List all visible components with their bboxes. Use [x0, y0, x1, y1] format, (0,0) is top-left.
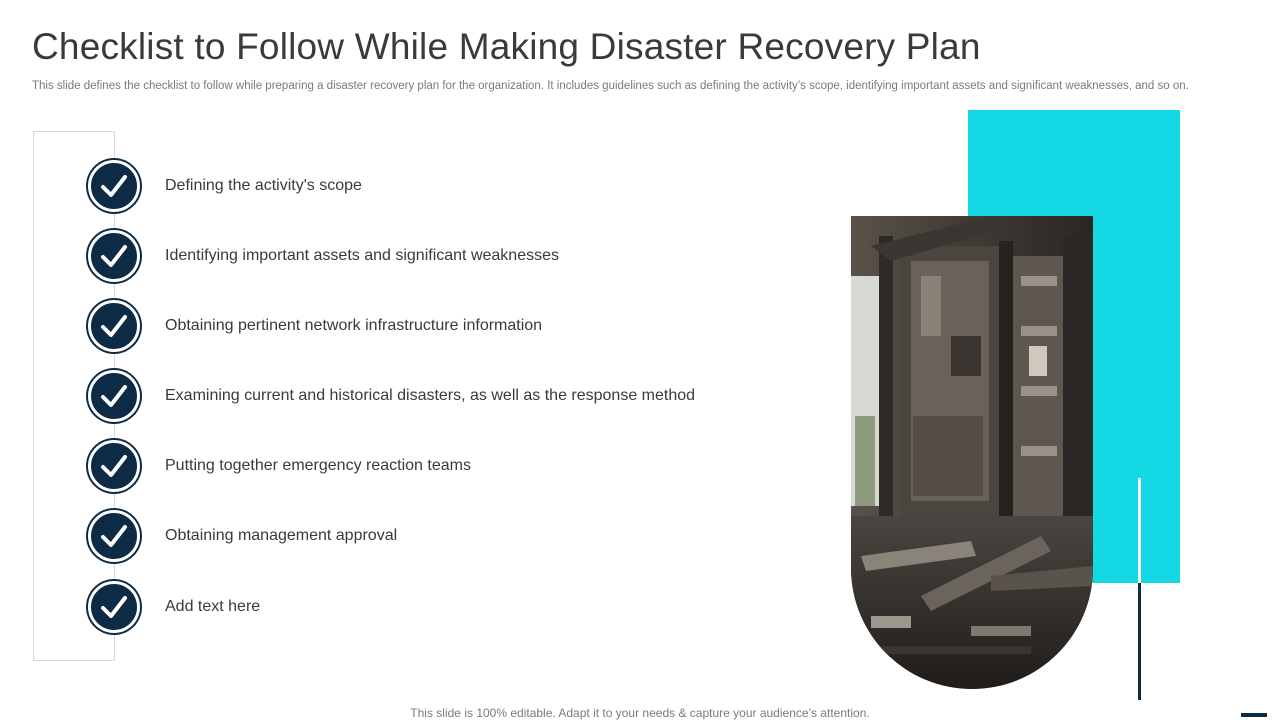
check-icon	[88, 300, 140, 352]
checklist-item	[88, 579, 788, 635]
checklist-item-label: Putting together emergency reaction teams	[165, 457, 471, 474]
checklist-item	[88, 228, 788, 284]
check-icon	[88, 440, 140, 492]
checklist-item-label: Obtaining management approval	[165, 527, 398, 544]
check-icon	[88, 581, 140, 633]
accent-line-white	[1138, 478, 1141, 583]
checklist-item-label: Examining current and historical disasters, as well as the response method	[165, 387, 696, 404]
checklist-item-label: Identifying important assets and significant weaknesses	[165, 247, 559, 264]
accent-line-navy	[1138, 583, 1141, 700]
slide-subtitle: This slide defines the checklist to follow while preparing a disaster recovery plan for the organization. It includes guidelines such as defining the activity’s scope, identifying important assets and significant weaknesses, and so on.	[32, 80, 1189, 92]
checklist-item	[88, 298, 788, 354]
check-icon	[88, 160, 140, 212]
checklist-item-label: Obtaining pertinent network infrastructure information	[165, 317, 543, 334]
checklist-item-label: Defining the activity's scope	[165, 177, 362, 194]
check-icon	[88, 230, 140, 282]
check-icon	[88, 510, 140, 562]
check-icon	[88, 370, 140, 422]
ruined-room-photo	[851, 216, 1093, 689]
checklist-item	[88, 508, 788, 564]
checklist-item-label: Add text here	[165, 598, 261, 615]
checklist-item	[88, 368, 788, 424]
slide-title: Checklist to Follow While Making Disaster Recovery Plan	[32, 26, 981, 67]
slide-footer: This slide is 100% editable. Adapt it to your needs & capture your audience’s attention.	[410, 706, 870, 720]
checklist-item	[88, 158, 788, 214]
checklist-item	[88, 438, 788, 494]
